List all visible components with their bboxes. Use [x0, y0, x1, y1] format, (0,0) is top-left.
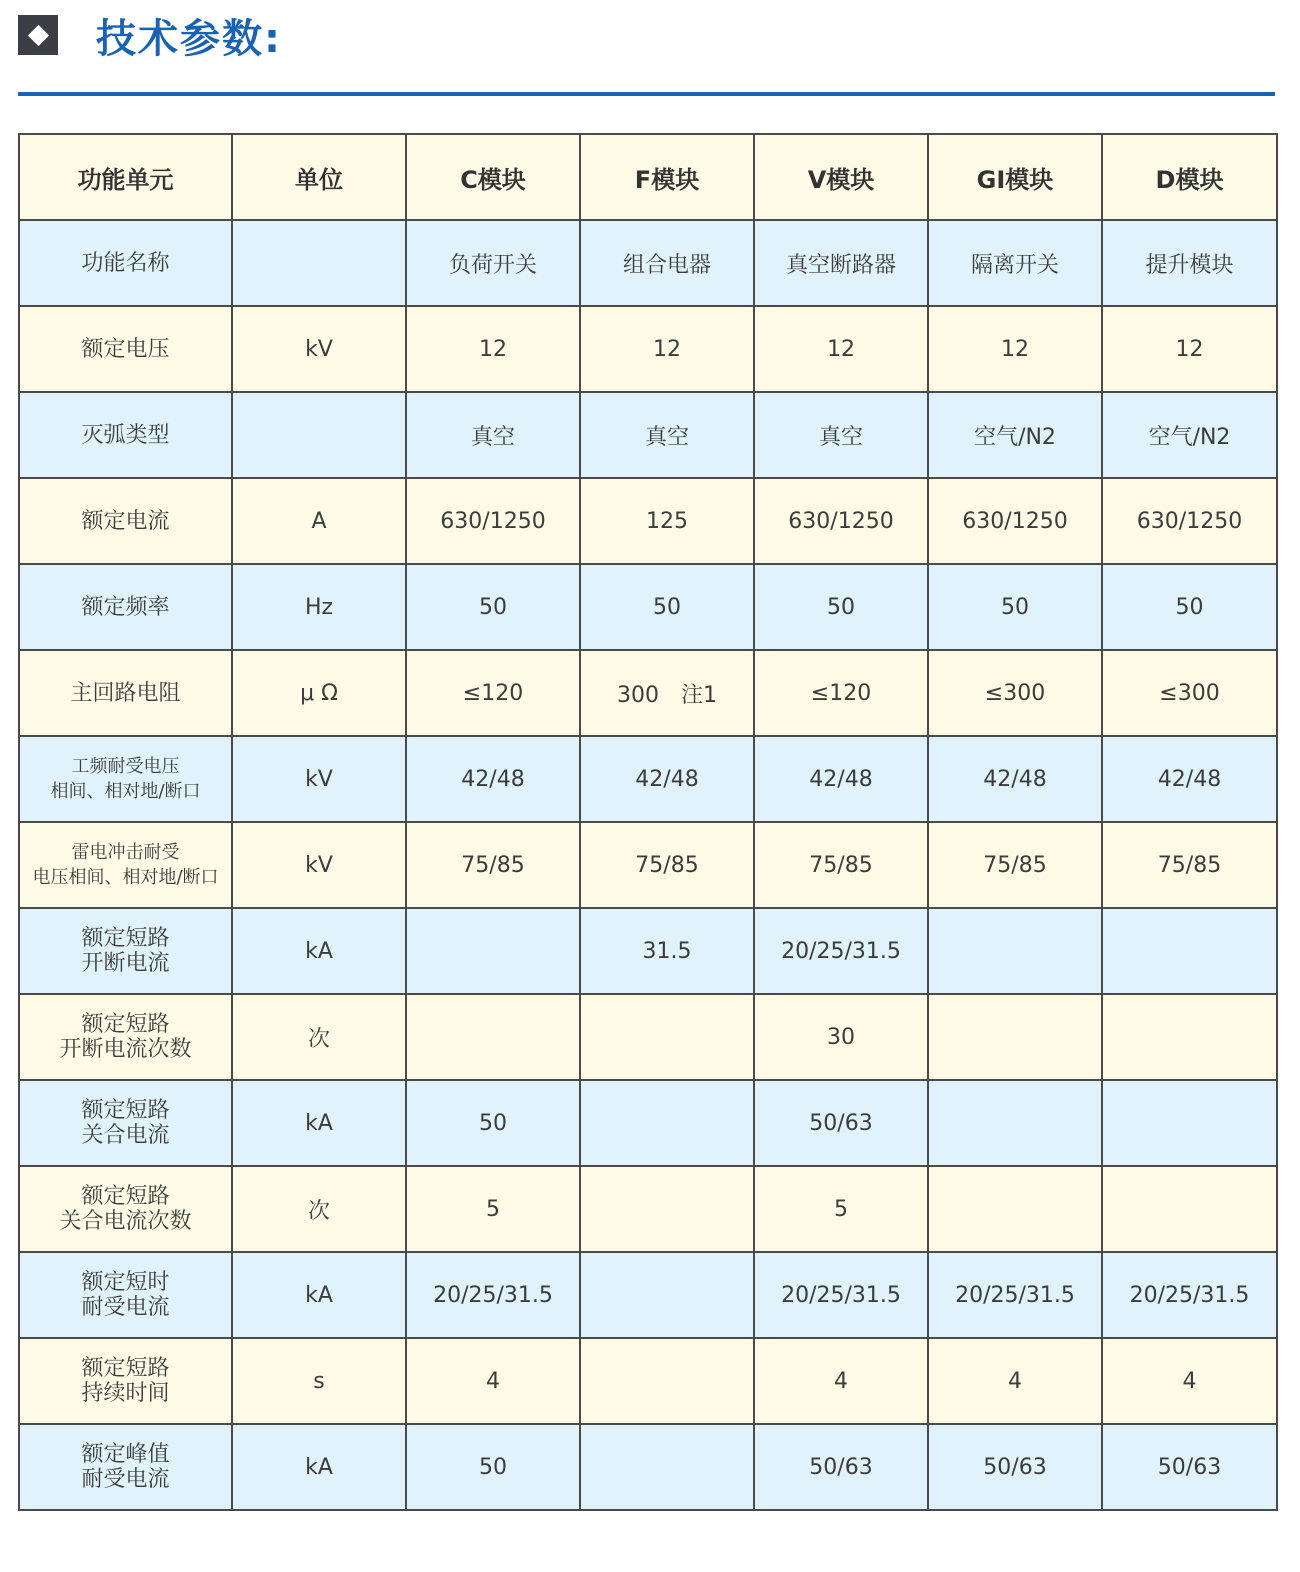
- value-cell: 50/63: [928, 1424, 1102, 1510]
- value-cell: 300 注1: [580, 650, 754, 736]
- value-cell: 20/25/31.5: [754, 1252, 928, 1338]
- value-cell: [406, 908, 580, 994]
- row-label-line: 关合电流: [81, 1123, 170, 1148]
- tech-spec-table: [18, 133, 1278, 1511]
- value-cell: [580, 1252, 754, 1338]
- value-cell: 20/25/31.5: [1102, 1252, 1277, 1338]
- unit-cell: [232, 392, 406, 478]
- value-cell: 12: [1102, 306, 1277, 392]
- value-cell: [406, 994, 580, 1080]
- unit-cell: kA: [232, 1424, 406, 1510]
- row-label-line: 额定短时: [81, 1270, 170, 1295]
- unit-cell: 次: [232, 1166, 406, 1252]
- value-cell: [580, 1080, 754, 1166]
- value-cell: 5: [754, 1166, 928, 1252]
- value-cell: 630/1250: [928, 478, 1102, 564]
- value-cell: [580, 994, 754, 1080]
- row-label-line: 额定短路: [81, 1012, 170, 1037]
- value-cell: 组合电器: [580, 220, 754, 306]
- value-cell: 负荷开关: [406, 220, 580, 306]
- value-cell: 20/25/31.5: [928, 1252, 1102, 1338]
- value-cell: [928, 1166, 1102, 1252]
- value-cell: 42/48: [1102, 736, 1277, 822]
- value-cell: 75/85: [580, 822, 754, 908]
- value-cell: 630/1250: [754, 478, 928, 564]
- value-cell: 42/48: [754, 736, 928, 822]
- value-cell: ≤300: [928, 650, 1102, 736]
- value-cell: [1102, 1080, 1277, 1166]
- row-label-line: 电压相间、相对地/断口: [32, 867, 219, 888]
- unit-cell: s: [232, 1338, 406, 1424]
- unit-cell: 次: [232, 994, 406, 1080]
- unit-cell: kV: [232, 306, 406, 392]
- row-label-line: 额定频率: [81, 594, 170, 620]
- row-label: [19, 220, 232, 306]
- row-label: [19, 1166, 232, 1252]
- unit-cell: kV: [232, 736, 406, 822]
- unit-cell: Hz: [232, 564, 406, 650]
- value-cell: [1102, 1166, 1277, 1252]
- value-cell: [928, 994, 1102, 1080]
- value-cell: 提升模块: [1102, 220, 1277, 306]
- value-cell: 4: [1102, 1338, 1277, 1424]
- value-cell: 空气/N2: [1102, 392, 1277, 478]
- unit-cell: μ Ω: [232, 650, 406, 736]
- value-cell: 42/48: [406, 736, 580, 822]
- row-label-line: 灭弧类型: [81, 422, 170, 448]
- value-cell: 50: [580, 564, 754, 650]
- table-row: [19, 908, 1277, 994]
- value-cell: [928, 908, 1102, 994]
- row-label: [19, 306, 232, 392]
- value-cell: 50/63: [1102, 1424, 1277, 1510]
- table-row: [19, 736, 1277, 822]
- value-cell: 50: [754, 564, 928, 650]
- row-label: [19, 1338, 232, 1424]
- table-row: [19, 822, 1277, 908]
- table-row: [19, 1424, 1277, 1510]
- row-label-line: 耐受电流: [81, 1467, 170, 1492]
- table-row: [19, 994, 1277, 1080]
- unit-cell: kA: [232, 1080, 406, 1166]
- value-cell: 31.5: [580, 908, 754, 994]
- row-label: [19, 1252, 232, 1338]
- row-label-line: 额定电流: [81, 508, 170, 534]
- value-cell: 4: [928, 1338, 1102, 1424]
- value-cell: ≤120: [406, 650, 580, 736]
- row-label-line: 开断电流: [81, 951, 170, 976]
- row-label: [19, 650, 232, 736]
- table-row: [19, 220, 1277, 306]
- value-cell: [580, 1338, 754, 1424]
- value-cell: 30: [754, 994, 928, 1080]
- value-cell: 42/48: [928, 736, 1102, 822]
- value-cell: 12: [754, 306, 928, 392]
- row-label: [19, 392, 232, 478]
- row-label: [19, 1424, 232, 1510]
- value-cell: 真空: [580, 392, 754, 478]
- table-row: [19, 1080, 1277, 1166]
- row-label-line: 关合电流次数: [59, 1209, 192, 1234]
- row-label-line: 耐受电流: [81, 1295, 170, 1320]
- value-cell: 75/85: [406, 822, 580, 908]
- value-cell: 20/25/31.5: [406, 1252, 580, 1338]
- value-cell: ≤300: [1102, 650, 1277, 736]
- row-label-line: 工频耐受电压: [71, 756, 180, 777]
- table-row: [19, 1338, 1277, 1424]
- value-cell: 真空断路器: [754, 220, 928, 306]
- row-label-line: 功能名称: [81, 250, 170, 276]
- header-cell: C模块: [406, 134, 580, 220]
- row-label-line: 相间、相对地/断口: [50, 781, 201, 802]
- row-label-line: 持续时间: [81, 1381, 170, 1406]
- table-row: [19, 306, 1277, 392]
- table-row: [19, 564, 1277, 650]
- value-cell: [580, 1424, 754, 1510]
- row-label: [19, 1080, 232, 1166]
- value-cell: 630/1250: [406, 478, 580, 564]
- row-label-line: 额定峰值: [81, 1442, 170, 1467]
- value-cell: 42/48: [580, 736, 754, 822]
- table-row: [19, 1166, 1277, 1252]
- value-cell: 75/85: [754, 822, 928, 908]
- row-label-line: 额定短路: [81, 1356, 170, 1381]
- header-cell: 单位: [232, 134, 406, 220]
- row-label-line: 额定短路: [81, 1184, 170, 1209]
- unit-cell: kA: [232, 1252, 406, 1338]
- row-label: [19, 822, 232, 908]
- page-title: 技术参数:: [96, 15, 282, 62]
- row-label-line: 主回路电阻: [70, 680, 181, 706]
- value-cell: 50: [1102, 564, 1277, 650]
- value-cell: 50/63: [754, 1424, 928, 1510]
- row-label-line: 开断电流次数: [59, 1037, 192, 1062]
- header-cell: GI模块: [928, 134, 1102, 220]
- table-row: [19, 1252, 1277, 1338]
- value-cell: 50/63: [754, 1080, 928, 1166]
- header-cell: 功能单元: [19, 134, 232, 220]
- value-cell: ≤120: [754, 650, 928, 736]
- row-label: [19, 736, 232, 822]
- row-label: [19, 994, 232, 1080]
- value-cell: [1102, 994, 1277, 1080]
- unit-cell: kV: [232, 822, 406, 908]
- row-label: [19, 478, 232, 564]
- value-cell: [928, 1080, 1102, 1166]
- diamond-icon: [18, 15, 58, 55]
- header-cell: D模块: [1102, 134, 1277, 220]
- value-cell: 125: [580, 478, 754, 564]
- row-label: [19, 564, 232, 650]
- value-cell: 真空: [406, 392, 580, 478]
- value-cell: 75/85: [1102, 822, 1277, 908]
- unit-cell: kA: [232, 908, 406, 994]
- table-header-row: [19, 134, 1277, 220]
- value-cell: 4: [754, 1338, 928, 1424]
- value-cell: 12: [406, 306, 580, 392]
- header-cell: F模块: [580, 134, 754, 220]
- value-cell: 50: [406, 1080, 580, 1166]
- table-row: [19, 478, 1277, 564]
- row-label-line: 额定短路: [81, 926, 170, 951]
- unit-cell: [232, 220, 406, 306]
- value-cell: 50: [406, 1424, 580, 1510]
- value-cell: 5: [406, 1166, 580, 1252]
- table-body: [19, 220, 1277, 1510]
- row-label-line: 额定电压: [81, 336, 170, 362]
- value-cell: 75/85: [928, 822, 1102, 908]
- value-cell: 12: [580, 306, 754, 392]
- value-cell: 20/25/31.5: [754, 908, 928, 994]
- value-cell: [580, 1166, 754, 1252]
- value-cell: [1102, 908, 1277, 994]
- row-label-line: 额定短路: [81, 1098, 170, 1123]
- unit-cell: A: [232, 478, 406, 564]
- title-divider: [18, 92, 1275, 96]
- value-cell: 4: [406, 1338, 580, 1424]
- value-cell: 630/1250: [1102, 478, 1277, 564]
- value-cell: 12: [928, 306, 1102, 392]
- row-label-line: 雷电冲击耐受: [71, 842, 180, 863]
- section-header: [18, 10, 282, 60]
- table-row: [19, 650, 1277, 736]
- value-cell: 50: [928, 564, 1102, 650]
- value-cell: 空气/N2: [928, 392, 1102, 478]
- value-cell: 真空: [754, 392, 928, 478]
- value-cell: 50: [406, 564, 580, 650]
- header-cell: V模块: [754, 134, 928, 220]
- value-cell: 隔离开关: [928, 220, 1102, 306]
- row-label: [19, 908, 232, 994]
- table-row: [19, 392, 1277, 478]
